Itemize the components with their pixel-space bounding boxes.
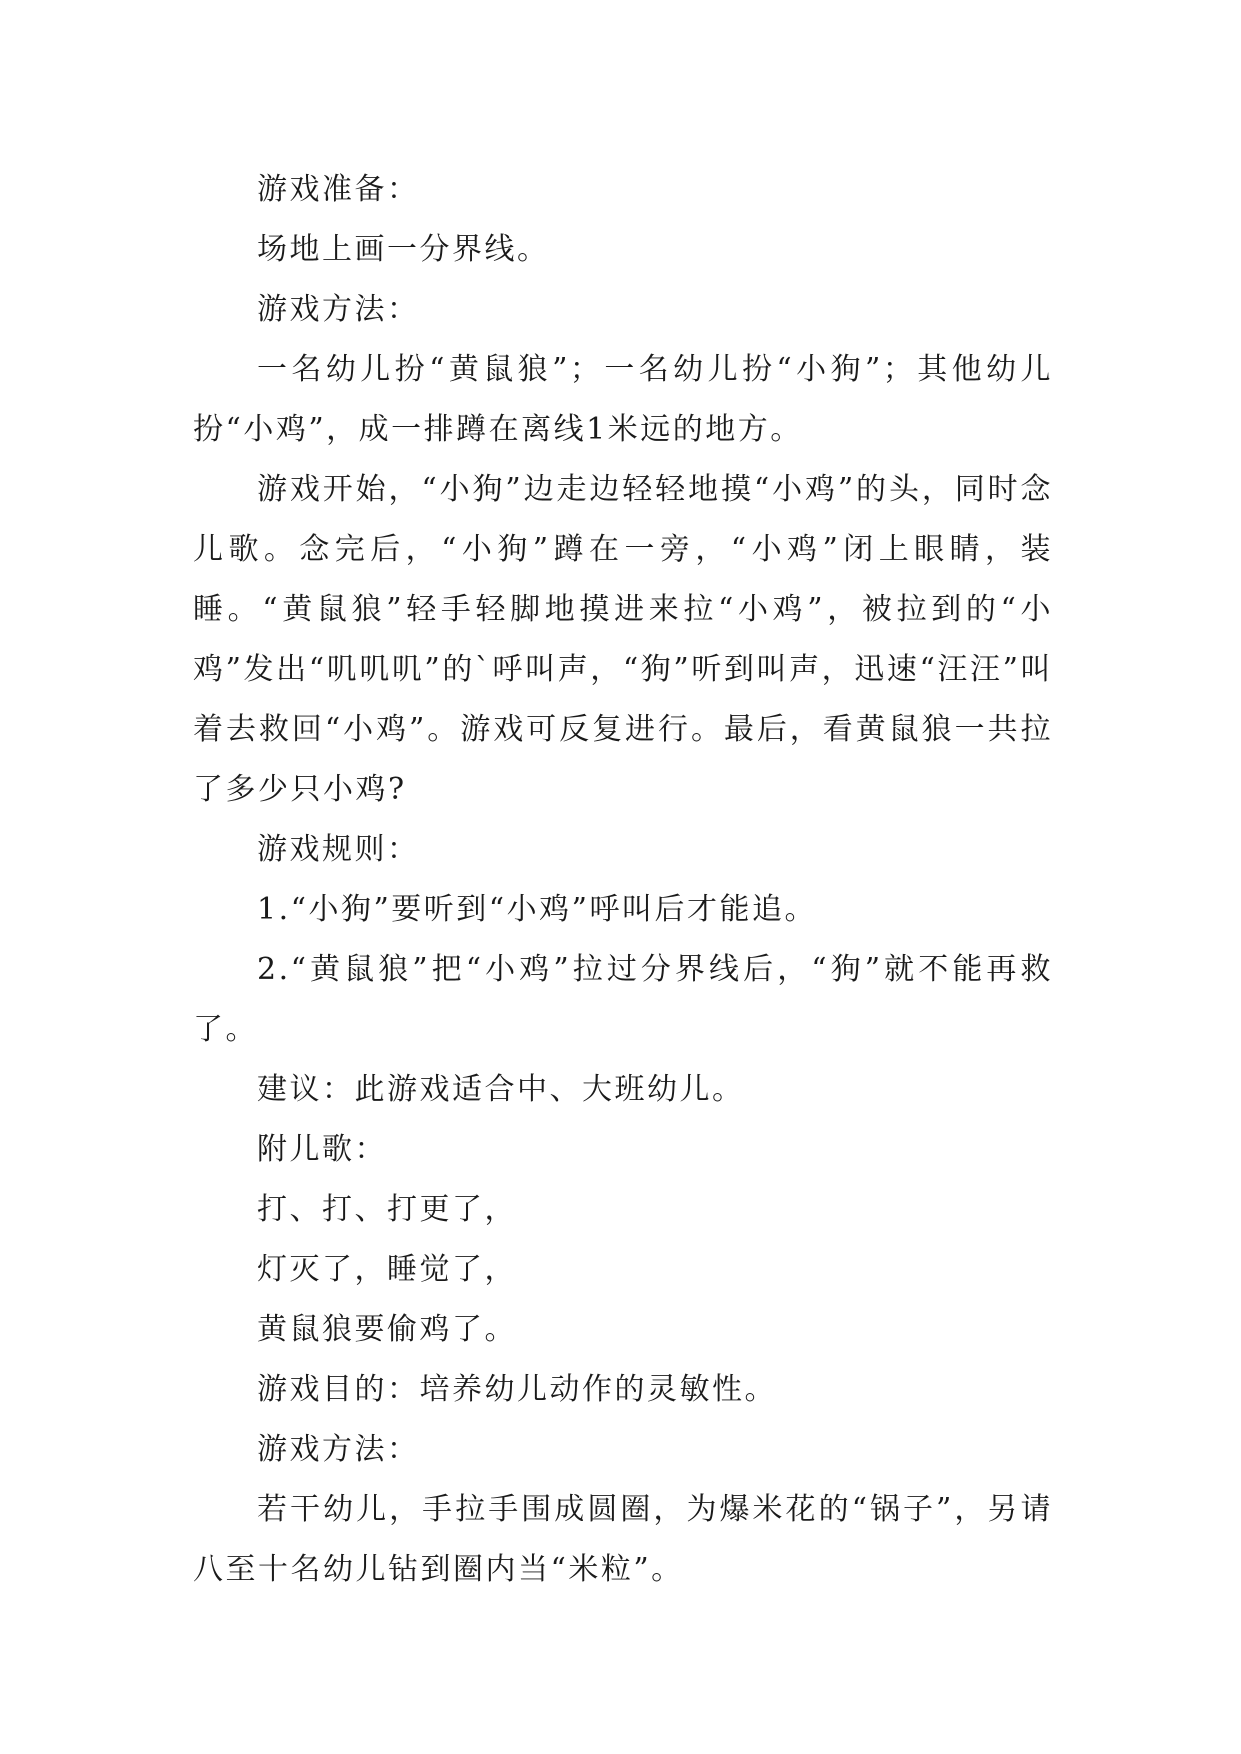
paragraph-rules-heading: 游戏规则：	[257, 832, 420, 867]
paragraph-prep-heading: 游戏准备：	[257, 172, 420, 207]
paragraph-method-heading-2: 游戏方法：	[257, 1432, 420, 1467]
document-body	[193, 160, 1053, 1600]
paragraph-goal: 游戏目的：培养幼儿动作的灵敏性。	[257, 1372, 777, 1407]
paragraph-method-heading: 游戏方法：	[257, 292, 420, 327]
paragraph-method-text-2: 若干幼儿，手拉手围成圆圈，为爆米花的“锅子”，另请八至十名幼儿钻到圈内当“米粒”。	[193, 1492, 1053, 1587]
paragraph-prep-text: 场地上画一分界线。	[257, 232, 550, 267]
paragraph-gameplay: 游戏开始，“小狗”边走边轻轻地摸“小鸡”的头，同时念儿歌。念完后，“小狗”蹲在一旁，“小鸡”闭上眼睛，装睡。“黄鼠狼”轻手轻脚地摸进来拉“小鸡”，被拉到的“小鸡”发出“叽叽叽”的`呼叫声，“狗”听到叫声，迅速“汪汪”叫着去救回“小鸡”。游戏可反复进行。最后，看黄鼠狼一共拉了多少只小鸡?	[193, 472, 1053, 807]
paragraph-song-line-1: 打、打、打更了，	[257, 1192, 517, 1227]
paragraph-song-heading: 附儿歌：	[257, 1132, 387, 1167]
paragraph-song-line-2: 灯灭了，睡觉了，	[257, 1252, 517, 1287]
paragraph-suggestion: 建议：此游戏适合中、大班幼儿。	[257, 1072, 745, 1107]
paragraph-rule-2: 2.“黄鼠狼”把“小鸡”拉过分界线后，“狗”就不能再救了。	[193, 952, 1053, 1047]
paragraph-song-line-3: 黄鼠狼要偷鸡了。	[257, 1312, 517, 1347]
paragraph-roles: 一名幼儿扮“黄鼠狼”；一名幼儿扮“小狗”；其他幼儿扮“小鸡”，成一排蹲在离线1米远的地方。	[193, 352, 1053, 447]
paragraph-rule-1: 1.“小狗”要听到“小鸡”呼叫后才能追。	[257, 892, 817, 927]
